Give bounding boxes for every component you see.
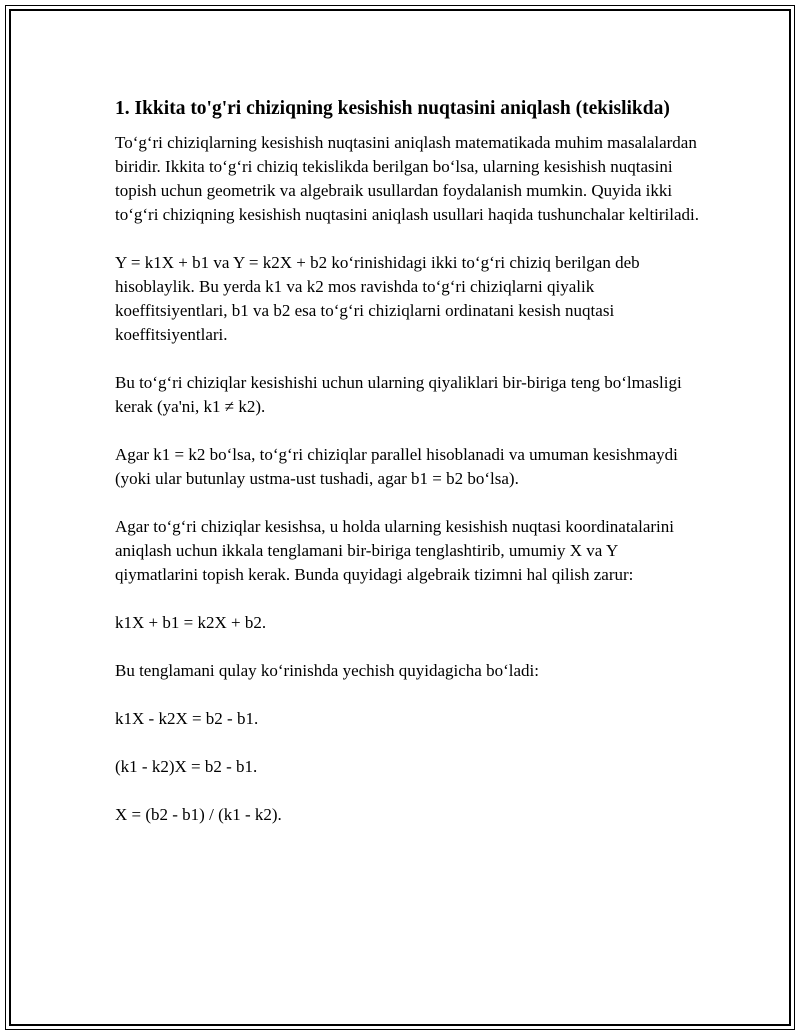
document-body (115, 96, 700, 851)
page-frame (5, 5, 795, 1030)
equation-2: k1X - k2X = b2 - b1. (115, 709, 259, 728)
paragraph-line-equations: Y = k1X + b1 va Y = k2X + b2 ko‘rinishidagi ikki to‘g‘ri chiziq berilgan deb hisoblaylik. Bu yerda k1 va k2 mos ravishda to‘g‘ri chiziqlarni qiyalik koeffitsiyentlari, b1 va b2 esa to‘g‘ri chiziqlarni ordinatani kesish nuqtasi koeffitsiyentlari. (115, 253, 640, 344)
paragraph-solving-intro: Bu tenglamani qulay ko‘rinishda yechish quyidagicha bo‘ladi: (115, 661, 539, 680)
equation-4: X = (b2 - b1) / (k1 - k2). (115, 805, 282, 824)
section-title: 1. Ikkita to'g'ri chiziqning kesishish nuqtasini aniqlash (tekislikda) (115, 98, 670, 119)
paragraph-parallel-case: Agar k1 = k2 bo‘lsa, to‘g‘ri chiziqlar parallel hisoblanadi va umuman kesishmaydi (yoki ular butunlay ustma-ust tushadi, agar b1 = b2 bo‘lsa). (115, 445, 678, 488)
paragraph-intro: To‘g‘ri chiziqlarning kesishish nuqtasini aniqlash matematikada muhim masalalardan biridir. Ikkita to‘g‘ri chiziq tekislikda berilgan bo‘lsa, ularning kesishish nuqtasini topish uchun geometrik va algebraik usullardan foydalanish mumkin. Quyida ikki to‘g‘ri chiziqning kesishish nuqtasini aniqlash usullari haqida tushunchalar keltiriladi. (115, 133, 700, 224)
equation-1: k1X + b1 = k2X + b2. (115, 613, 267, 632)
paragraph-slope-condition: Bu to‘g‘ri chiziqlar kesishishi uchun ularning qiyaliklari bir-biriga teng bo‘lmasligi kerak (ya'ni, k1 ≠ k2). (115, 373, 682, 416)
equation-3: (k1 - k2)X = b2 - b1. (115, 757, 258, 776)
paragraph-intersection-method: Agar to‘g‘ri chiziqlar kesishsa, u holda ularning kesishish nuqtasi koordinatalarini aniqlash uchun ikkala tenglamani bir-biriga tenglashtirib, umumiy X va Y qiymatlarini topish kerak. Bunda quyidagi algebraik tizimni hal qilish zarur: (115, 517, 674, 584)
